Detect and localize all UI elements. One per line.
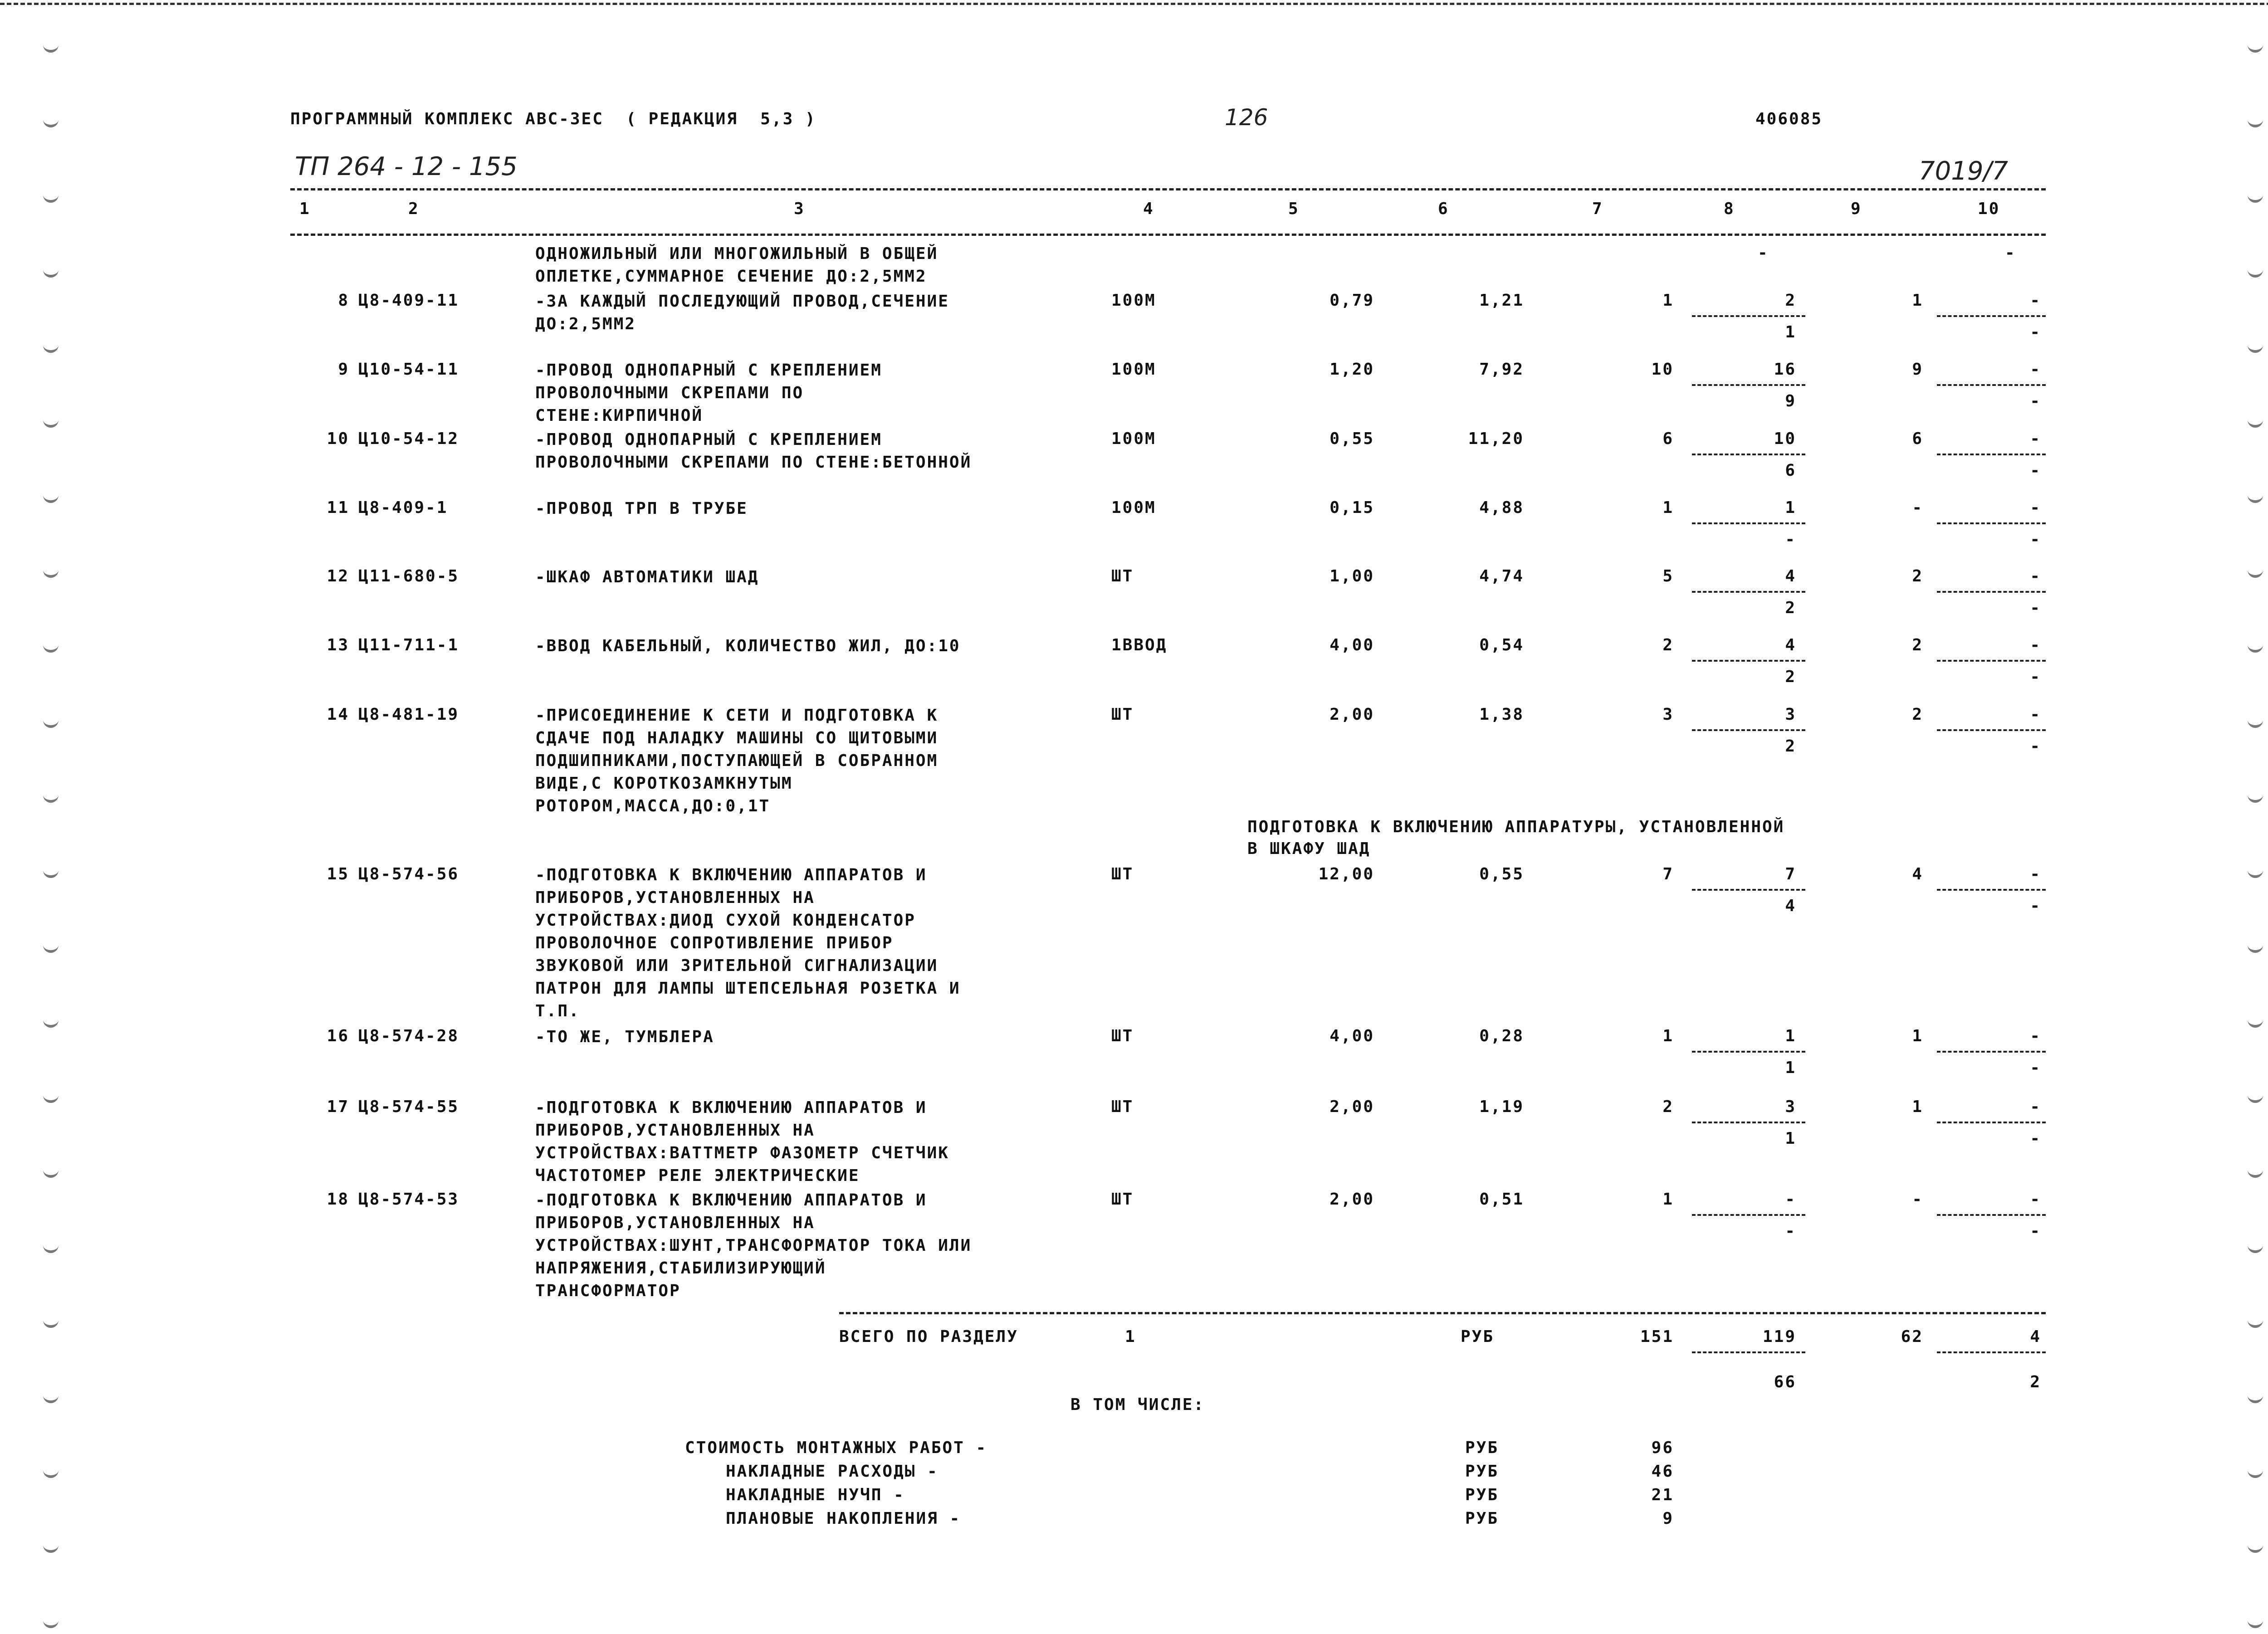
machine-rule — [1937, 454, 2046, 455]
row-number: 13 — [327, 636, 349, 654]
price-code: Ц11-680-5 — [358, 567, 459, 585]
feed-hole-icon — [43, 641, 59, 653]
continuation-text: ОДНОЖИЛЬНЫЙ ИЛИ МНОГОЖИЛЬНЫЙ В ОБЩЕЙ ОПЛЕТКЕ,СУММАРНОЕ СЕЧЕНИЕ ДО:2,5ММ2 — [535, 244, 938, 286]
feed-hole-icon — [2248, 716, 2263, 728]
price-code: Ц8-409-11 — [358, 291, 459, 310]
feed-hole-icon — [2248, 941, 2263, 953]
machine-wages: - — [2030, 636, 2041, 654]
feed-hole-icon — [2248, 1016, 2263, 1028]
feed-hole-icon — [43, 566, 59, 578]
row-number: 11 — [327, 498, 349, 517]
feed-hole-icon — [2248, 116, 2263, 127]
quantity: 0,15 — [1330, 498, 1374, 517]
column-header-6: 6 — [1438, 200, 1449, 218]
machine-rule — [1937, 522, 2046, 524]
unit-price: 0,51 — [1479, 1190, 1524, 1209]
breakdown-value: 9 — [1662, 1509, 1674, 1528]
sheet-code: 7019/7 — [1919, 156, 2009, 186]
unit: 100М — [1111, 291, 1156, 310]
feed-hole-icon — [2248, 1241, 2263, 1253]
program-title: ПРОГРАММНЫЙ КОМПЛЕКС АВС-3ЕС ( РЕДАКЦИЯ 5,3 ) — [290, 110, 816, 128]
total-rule — [839, 1312, 2046, 1314]
machine-wages-sub: - — [2030, 1058, 2041, 1077]
total-code: 1 — [1125, 1327, 1136, 1346]
wages-rule — [1692, 889, 1805, 891]
feed-hole-icon — [43, 491, 59, 503]
feed-hole-icon — [43, 116, 59, 127]
unit: 100М — [1111, 360, 1156, 379]
price-code: Ц10-54-12 — [358, 429, 459, 448]
unit-price: 1,38 — [1479, 705, 1524, 724]
machine-cost: 6 — [1912, 429, 1923, 448]
wages-sub: 4 — [1785, 897, 1796, 915]
machine-rule — [1937, 1051, 2046, 1053]
feed-hole-icon — [2248, 191, 2263, 203]
unit-price: 7,92 — [1479, 360, 1524, 379]
price-code: Ц8-574-56 — [358, 865, 459, 883]
breakdown-unit: РУБ — [1465, 1462, 1499, 1481]
machine-wages: - — [2030, 498, 2041, 517]
work-description: -ПРОВОД ОДНОПАРНЫЙ С КРЕПЛЕНИЕМ ПРОВОЛОЧНЫМИ СКРЕПАМИ ПО СТЕНЕ:КИРПИЧНОЙ — [535, 361, 882, 425]
unit: ШТ — [1111, 567, 1134, 585]
feed-hole-icon — [43, 416, 59, 428]
wages: 2 — [1785, 291, 1796, 310]
total-machine-wages: 4 — [2030, 1327, 2041, 1346]
feed-hole-icon — [2248, 1616, 2263, 1628]
total-cost: 2 — [1662, 1097, 1674, 1116]
feed-hole-icon — [43, 266, 59, 278]
total-cost: 10 — [1651, 360, 1674, 379]
feed-hole-icon — [2248, 416, 2263, 428]
wages: 7 — [1785, 865, 1796, 883]
unit: 100М — [1111, 429, 1156, 448]
row-number: 16 — [327, 1027, 349, 1045]
column-header-3: 3 — [794, 200, 805, 218]
machine-cost: 1 — [1912, 291, 1923, 310]
total-wages-sub: 66 — [1774, 1373, 1796, 1391]
unit-price: 1,19 — [1479, 1097, 1524, 1116]
machine-wages-sub: - — [2030, 1222, 2041, 1240]
unit-price: 1,21 — [1479, 291, 1524, 310]
machine-rule — [1937, 384, 2046, 386]
wages-sub: 2 — [1785, 599, 1796, 617]
wages: 1 — [1785, 1027, 1796, 1045]
unit: ШТ — [1111, 1027, 1134, 1045]
total-machine-wages-sub: 2 — [2030, 1373, 2041, 1391]
row-number: 10 — [327, 429, 349, 448]
unit: ШТ — [1111, 1097, 1134, 1116]
column-header-5: 5 — [1288, 200, 1300, 218]
machine-wages: - — [2030, 291, 2041, 310]
machine-wages: - — [2030, 567, 2041, 585]
machine-wages: - — [2030, 360, 2041, 379]
machine-cost: 1 — [1912, 1027, 1923, 1045]
wages-sub: - — [1785, 1222, 1796, 1240]
unit-price: 11,20 — [1468, 429, 1524, 448]
machine-wages-sub: - — [2030, 668, 2041, 686]
feed-hole-icon — [43, 716, 59, 728]
continuation-col10: - — [2005, 244, 2016, 262]
feed-hole-icon — [43, 941, 59, 953]
work-description: -ПРОВОД ТРП В ТРУБЕ — [535, 499, 748, 518]
work-description: -ЗА КАЖДЫЙ ПОСЛЕДУЮЩИЙ ПРОВОД,СЕЧЕНИЕ ДО:2,5ММ2 — [535, 292, 949, 333]
wages: 3 — [1785, 705, 1796, 724]
feed-hole-icon — [2248, 1316, 2263, 1328]
total-cost: 6 — [1662, 429, 1674, 448]
including-label: В ТОМ ЧИСЛЕ: — [1070, 1395, 1205, 1414]
work-description: -ПРИСОЕДИНЕНИЕ К СЕТИ И ПОДГОТОВКА К СДАЧЕ ПОД НАЛАДКУ МАШИНЫ СО ЩИТОВЫМИ ПОДШИПНИКАМИ,ПОСТУПАЮЩЕЙ В СОБРАННОМ ВИДЕ,С КОРОТКОЗАМКНУТЫМ РОТОРОМ,МАССА,ДО:0,1Т — [535, 706, 938, 815]
machine-wages: - — [2030, 1027, 2041, 1045]
unit: ШТ — [1111, 1190, 1134, 1209]
feed-hole-icon — [43, 1091, 59, 1103]
continuation-col8: - — [1758, 244, 1769, 262]
price-code: Ц8-574-55 — [358, 1097, 459, 1116]
project-code: ТП 264 - 12 - 155 — [295, 152, 518, 181]
quantity: 2,00 — [1330, 705, 1374, 724]
total-cost: 2 — [1662, 636, 1674, 654]
total-unit: РУБ — [1461, 1327, 1495, 1346]
breakdown-value: 21 — [1651, 1486, 1674, 1504]
unit-price: 0,54 — [1479, 636, 1524, 654]
feed-hole-icon — [43, 41, 59, 53]
wages: 4 — [1785, 636, 1796, 654]
unit: ШТ — [1111, 865, 1134, 883]
machine-rule — [1937, 1214, 2046, 1216]
work-description: -ШКАФ АВТОМАТИКИ ШАД — [535, 568, 759, 586]
work-description: -ВВОД КАБЕЛЬНЫЙ, КОЛИЧЕСТВО ЖИЛ, ДО:10 — [535, 637, 961, 655]
doc-number: 406085 — [1755, 110, 1823, 128]
wages: 3 — [1785, 1097, 1796, 1116]
total-machine-rule — [1937, 1351, 2046, 1353]
wages-rule — [1692, 315, 1805, 317]
unit: 1ВВОД — [1111, 636, 1168, 654]
row-number: 8 — [338, 291, 349, 310]
quantity: 1,00 — [1330, 567, 1374, 585]
feed-hole-icon — [2248, 1091, 2263, 1103]
machine-wages-sub: - — [2030, 897, 2041, 915]
feed-hole-icon — [43, 791, 59, 803]
work-description: -ПРОВОД ОДНОПАРНЫЙ С КРЕПЛЕНИЕМ ПРОВОЛОЧНЫМИ СКРЕПАМИ ПО СТЕНЕ:БЕТОННОЙ — [535, 430, 972, 472]
feed-hole-icon — [43, 1466, 59, 1478]
feed-hole-icon — [2248, 566, 2263, 578]
quantity: 0,55 — [1330, 429, 1374, 448]
quantity: 1,20 — [1330, 360, 1374, 379]
feed-hole-icon — [2248, 1541, 2263, 1553]
total-wages-rule — [1692, 1351, 1805, 1353]
column-header-1: 1 — [299, 200, 311, 218]
breakdown-value: 96 — [1651, 1439, 1674, 1457]
quantity: 2,00 — [1330, 1097, 1374, 1116]
feed-hole-icon — [43, 1316, 59, 1328]
machine-cost: - — [1912, 498, 1923, 517]
unit-price: 0,55 — [1479, 865, 1524, 883]
machine-wages: - — [2030, 429, 2041, 448]
total-wages: 119 — [1762, 1327, 1796, 1346]
feed-hole-icon — [43, 341, 59, 353]
machine-wages-sub: - — [2030, 392, 2041, 410]
work-description: -ПОДГОТОВКА К ВКЛЮЧЕНИЮ АППАРАТОВ И ПРИБОРОВ,УСТАНОВЛЕННЫХ НА УСТРОЙСТВАХ:ВАТТМЕТР ФАЗОМЕТР СЧЕТЧИК ЧАСТОТОМЕР РЕЛЕ ЭЛЕКТРИЧЕСКИЕ — [535, 1098, 949, 1185]
unit: 100М — [1111, 498, 1156, 517]
wages: 16 — [1774, 360, 1796, 379]
work-description: -ТО ЖЕ, ТУМБЛЕРА — [535, 1028, 714, 1046]
quantity: 4,00 — [1330, 1027, 1374, 1045]
machine-wages: - — [2030, 865, 2041, 883]
wages-sub: 2 — [1785, 668, 1796, 686]
column-header-9: 9 — [1851, 200, 1862, 218]
feed-hole-icon — [43, 1391, 59, 1403]
machine-rule — [1937, 889, 2046, 891]
breakdown-unit: РУБ — [1465, 1486, 1499, 1504]
wages-sub: - — [1785, 530, 1796, 549]
total-cost: 1 — [1662, 1190, 1674, 1209]
machine-cost: 1 — [1912, 1097, 1923, 1116]
machine-cost: 2 — [1912, 705, 1923, 724]
total-cost: 3 — [1662, 705, 1674, 724]
feed-hole-icon — [43, 1016, 59, 1028]
wages-sub: 1 — [1785, 1129, 1796, 1148]
wages-rule — [1692, 1214, 1805, 1216]
wages-sub: 1 — [1785, 323, 1796, 341]
work-description: -ПОДГОТОВКА К ВКЛЮЧЕНИЮ АППАРАТОВ И ПРИБОРОВ,УСТАНОВЛЕННЫХ НА УСТРОЙСТВАХ:ШУНТ,ТРАНСФОРМАТОР ТОКА ИЛИ НАПРЯЖЕНИЯ,СТАБИЛИЗИРУЮЩИЙ ТРАНСФОРМАТОР — [535, 1191, 972, 1300]
tractor-holes-left — [43, 41, 66, 1628]
machine-wages-sub: - — [2030, 530, 2041, 549]
wages-rule — [1692, 660, 1805, 662]
total-cost: 7 — [1662, 865, 1674, 883]
machine-rule — [1937, 729, 2046, 731]
machine-cost: 2 — [1912, 636, 1923, 654]
unit-price: 0,28 — [1479, 1027, 1524, 1045]
total-cost: 5 — [1662, 567, 1674, 585]
row-number: 18 — [327, 1190, 349, 1209]
feed-hole-icon — [43, 1241, 59, 1253]
machine-cost: 2 — [1912, 567, 1923, 585]
breakdown-value: 46 — [1651, 1462, 1674, 1481]
price-code: Ц8-574-28 — [358, 1027, 459, 1045]
column-header-8: 8 — [1724, 200, 1735, 218]
wages: - — [1785, 1190, 1796, 1209]
feed-hole-icon — [2248, 41, 2263, 53]
feed-hole-icon — [43, 1616, 59, 1628]
feed-hole-icon — [2248, 266, 2263, 278]
breakdown-unit: РУБ — [1465, 1439, 1499, 1457]
machine-wages-sub: - — [2030, 1129, 2041, 1148]
wages: 1 — [1785, 498, 1796, 517]
machine-cost: 9 — [1912, 360, 1923, 379]
feed-hole-icon — [2248, 641, 2263, 653]
feed-hole-icon — [2248, 491, 2263, 503]
machine-wages: - — [2030, 1190, 2041, 1209]
work-description: -ПОДГОТОВКА К ВКЛЮЧЕНИЮ АППАРАТОВ И ПРИБОРОВ,УСТАНОВЛЕННЫХ НА УСТРОЙСТВАХ:ДИОД СУХОЙ КОНДЕНСАТОР ПРОВОЛОЧНОЕ СОПРОТИВЛЕНИЕ ПРИБОР ЗВУКОВОЙ ИЛИ ЗРИТЕЛЬНОЙ СИГНАЛИЗАЦИИ ПАТРОН ДЛЯ ЛАМПЫ ШТЕПСЕЛЬНАЯ РОЗЕТКА И Т.П. — [535, 866, 961, 1020]
page-number: 126 — [1225, 104, 1268, 131]
wages-rule — [1692, 729, 1805, 731]
total-cost: 1 — [1662, 291, 1674, 310]
machine-wages-sub: - — [2030, 461, 2041, 480]
price-code: Ц8-481-19 — [358, 705, 459, 724]
quantity: 4,00 — [1330, 636, 1374, 654]
wages-rule — [1692, 591, 1805, 593]
column-header-2: 2 — [408, 200, 420, 218]
wages-sub: 2 — [1785, 737, 1796, 756]
price-code: Ц11-711-1 — [358, 636, 459, 654]
quantity: 12,00 — [1318, 865, 1374, 883]
feed-hole-icon — [2248, 791, 2263, 803]
column-header-10: 10 — [1978, 200, 2000, 218]
machine-wages: - — [2030, 705, 2041, 724]
section-note: ПОДГОТОВКА К ВКЛЮЧЕНИЮ АППАРАТУРЫ, УСТАНОВЛЕННОЙ В ШКАФУ ШАД — [1247, 818, 1785, 858]
feed-hole-icon — [43, 191, 59, 203]
machine-wages: - — [2030, 1097, 2041, 1116]
feed-hole-icon — [43, 1541, 59, 1553]
breakdown-label: НАКЛАДНЫЕ РАСХОДЫ - — [726, 1462, 938, 1481]
breakdown-label: ПЛАНОВЫЕ НАКОПЛЕНИЯ - — [726, 1509, 961, 1528]
machine-rule — [1937, 660, 2046, 662]
wages-rule — [1692, 384, 1805, 386]
total-cost: 1 — [1662, 1027, 1674, 1045]
price-code: Ц8-409-1 — [358, 498, 448, 517]
row-number: 14 — [327, 705, 349, 724]
total-cost: 151 — [1640, 1327, 1674, 1346]
wages-sub: 9 — [1785, 392, 1796, 410]
price-code: Ц8-574-53 — [358, 1190, 459, 1209]
total-label: ВСЕГО ПО РАЗДЕЛУ — [839, 1327, 1018, 1346]
wages-sub: 6 — [1785, 461, 1796, 480]
machine-rule — [1937, 315, 2046, 317]
feed-hole-icon — [2248, 1466, 2263, 1478]
header-rule-top — [290, 188, 2046, 190]
feed-hole-icon — [2248, 341, 2263, 353]
quantity: 2,00 — [1330, 1190, 1374, 1209]
header-rule-bottom — [290, 234, 2046, 236]
wages: 4 — [1785, 567, 1796, 585]
feed-hole-icon — [2248, 1166, 2263, 1178]
feed-hole-icon — [2248, 1391, 2263, 1403]
wages-rule — [1692, 454, 1805, 455]
machine-rule — [1937, 1122, 2046, 1123]
feed-hole-icon — [43, 1166, 59, 1178]
machine-wages-sub: - — [2030, 323, 2041, 341]
wages-sub: 1 — [1785, 1058, 1796, 1077]
row-number: 17 — [327, 1097, 349, 1116]
breakdown-unit: РУБ — [1465, 1509, 1499, 1528]
wages-rule — [1692, 522, 1805, 524]
wages: 10 — [1774, 429, 1796, 448]
column-header-7: 7 — [1592, 200, 1603, 218]
unit: ШТ — [1111, 705, 1134, 724]
row-number: 15 — [327, 865, 349, 883]
row-number: 12 — [327, 567, 349, 585]
column-header-4: 4 — [1143, 200, 1154, 218]
feed-hole-icon — [2248, 866, 2263, 878]
row-number: 9 — [338, 360, 349, 379]
tractor-holes-right — [2248, 41, 2268, 1628]
unit-price: 4,74 — [1479, 567, 1524, 585]
quantity: 0,79 — [1330, 291, 1374, 310]
total-cost: 1 — [1662, 498, 1674, 517]
unit-price: 4,88 — [1479, 498, 1524, 517]
wages-rule — [1692, 1051, 1805, 1053]
total-machine: 62 — [1901, 1327, 1923, 1346]
machine-wages-sub: - — [2030, 599, 2041, 617]
breakdown-label: СТОИМОСТЬ МОНТАЖНЫХ РАБОТ - — [685, 1439, 987, 1457]
price-code: Ц10-54-11 — [358, 360, 459, 379]
feed-hole-icon — [43, 866, 59, 878]
perforation-line — [0, 3, 2268, 5]
machine-cost: 4 — [1912, 865, 1923, 883]
machine-cost: - — [1912, 1190, 1923, 1209]
wages-rule — [1692, 1122, 1805, 1123]
machine-rule — [1937, 591, 2046, 593]
machine-wages-sub: - — [2030, 737, 2041, 756]
breakdown-label: НАКЛАДНЫЕ НУЧП - — [726, 1486, 905, 1504]
